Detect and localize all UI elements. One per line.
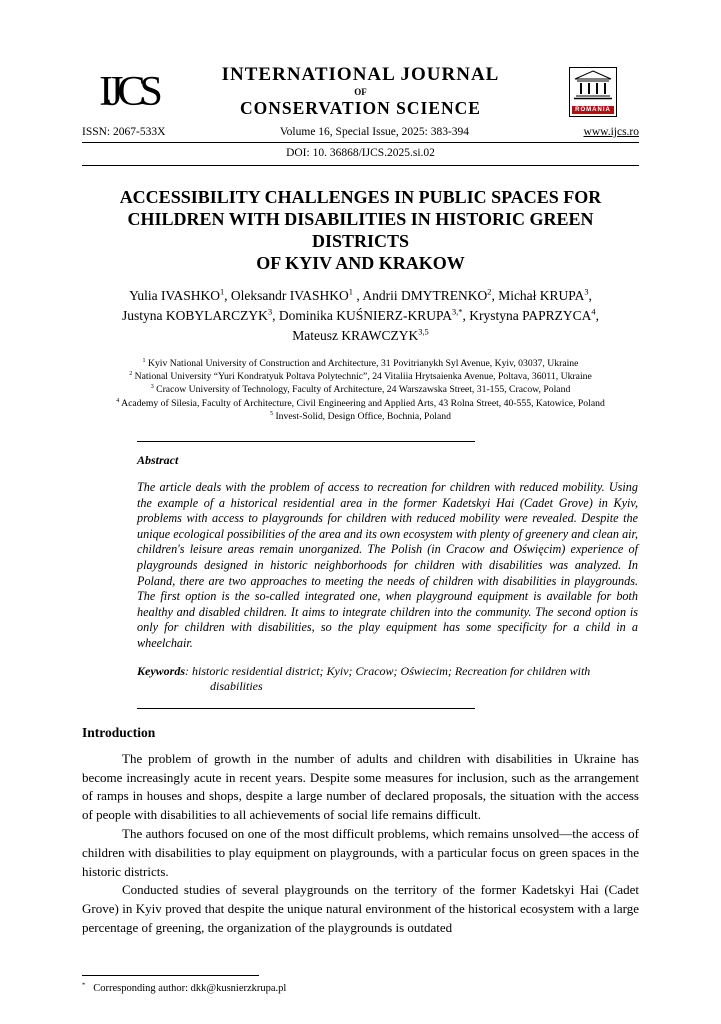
abstract-section xyxy=(137,441,638,709)
article-title-line3: OF KYIV AND KRAKOW xyxy=(256,253,465,273)
introduction-heading: Introduction xyxy=(82,724,156,740)
journal-title xyxy=(174,64,547,119)
abstract-label: Abstract xyxy=(137,453,179,468)
intro-paragraph-3: Conducted studies of several playgrounds on the territory of the former Kadetskyi Hai (Cadet Grove) in Kyiv proved that despite the unique natural environment of the historical ecosystem with a large percentage of greening, the organization of the playgrounds is outdated xyxy=(82,882,639,935)
temple-icon xyxy=(572,70,614,100)
affiliation: $^4$ Academy of Silesia, Faculty of Architecture, Civil Engineering and Applied Arts, 43 Rolna Street, 40-555, Katowice, Poland xyxy=(116,397,605,409)
footnote-body: Corresponding author: dkk@kusnierzkrupa.pl xyxy=(93,983,287,994)
affiliations xyxy=(82,357,639,423)
header-top xyxy=(82,64,639,119)
ijcs-logo xyxy=(82,68,174,116)
header-rule-bottom xyxy=(82,165,639,166)
volume-info: Volume 16, Special Issue, 2025: 383-394 xyxy=(279,126,470,138)
journal-title-line1: INTERNATIONAL JOURNAL xyxy=(221,64,500,85)
introduction-section xyxy=(82,725,639,938)
authors-line xyxy=(82,286,639,346)
header-meta xyxy=(82,126,639,138)
author-line: Yulia IVASHKO$^1$, Oleksandr IVASHKO$^1$ , Andrii DMYTRENKO$^2$, Michał KRUPA$^3$, xyxy=(129,287,592,303)
keywords-label: Keywords xyxy=(137,663,185,678)
affiliation: $^5$ Invest-Solid, Design Office, Bochnia, Poland xyxy=(270,410,451,422)
affiliation: $^3$ Cracow University of Technology, Faculty of Architecture, 24 Warszawska Street, 31-155, Cracow, Poland xyxy=(150,384,571,396)
ijcs-logo-text: IJCS xyxy=(99,68,157,115)
abstract-rule-top xyxy=(137,441,475,442)
affiliation: $^1$ Kyiv National University of Construction and Architecture, 31 Povitrianykh Syl Avenue, Kyiv, 03037, Ukraine xyxy=(142,357,579,369)
author-line: Mateusz KRAWCZYK$^{3,5}$ xyxy=(292,327,429,343)
abstract-rule-bottom xyxy=(137,708,475,709)
doi: DOI: 10. 36868/IJCS.2025.si.02 xyxy=(286,147,435,159)
issn: ISSN: 2067-533X xyxy=(82,126,166,138)
website-link[interactable]: www.ijcs.ro xyxy=(583,126,639,138)
romania-emblem-label: ROMANIA xyxy=(572,106,614,114)
journal-title-line3: CONSERVATION SCIENCE xyxy=(240,98,481,118)
footnote-rule xyxy=(82,975,259,976)
romania-emblem xyxy=(547,67,639,117)
footnote-text xyxy=(82,983,639,994)
footnote xyxy=(82,975,639,994)
journal-header xyxy=(82,64,639,166)
keywords-text: : historic residential district; Kyiv; Cracow; Oświecim; Recreation for children with disabilities xyxy=(185,663,591,694)
affiliation: $^2$ National University “Yuri Kondratyuk Poltava Polytechnic”, 24 Vitaliia Hrytsaienka Avenue, Poltava, 36011, Ukraine xyxy=(129,370,592,383)
article-title xyxy=(82,186,639,274)
footnote-marker: * xyxy=(82,981,86,989)
romania-emblem-box xyxy=(569,67,617,117)
intro-paragraph-2: The authors focused on one of the most difficult problems, which remains unsolved—the access of children with disabilities to play equipment on playgrounds, with a particular focus on green spaces in the historic districts. xyxy=(82,825,639,879)
article-title-line1: ACCESSIBILITY CHALLENGES IN PUBLIC SPACES FOR xyxy=(119,187,602,207)
author-line: Justyna KOBYLARCZYK$^3$, Dominika KUŚNIERZ-$KRUPA^{3,*}$, Krystyna PAPRZYCA$^4$, xyxy=(122,307,599,323)
journal-title-line2: OF xyxy=(354,87,367,97)
intro-paragraph-1: The problem of growth in the number of adults and children with disabilities in Ukraine has become increasingly acute in recent years. Despite some measures for inclusion, such as the arrangement of ramps in houses and shops, despite a large number of declared proposals, the situation with the access of people with disabilities to all achievements of social life remains difficult. xyxy=(82,750,639,823)
abstract-text: The article deals with the problem of access to recreation for children with reduced mobility. Using the example of a historical residential area in the former Kadetskyi Hai (Cadet Grove) in Kyiv, problems with access to playgrounds for children with reduced mobility were revealed. Despite the unique ecological possibilities of the area and its own ecosystem with plenty of greenery and clean air, children's leisure areas remain unorganized. The Polish (in Cracow and Oświęcim) experience of playgrounds designed in historic neighborhoods for children with disabilities was analyzed. In Poland, there are two approaches to meeting the needs of children with disabilities in playgrounds. The first option is the so-called integrated one, when playground equipment is available for both healthy and disabled children. It aims to integrate children into the community. The second option is only for children with disabilities, so the play equipment has some specificity for a child in a wheelchair. xyxy=(137,480,638,650)
article-title-line2: CHILDREN WITH DISABILITIES IN HISTORIC GREEN DISTRICTS xyxy=(127,209,594,251)
keywords xyxy=(137,664,638,695)
